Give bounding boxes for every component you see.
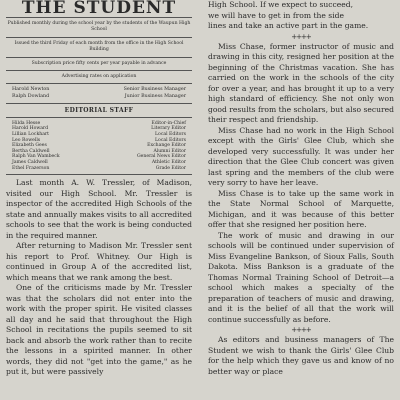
- staff-role: Grade Editor: [155, 165, 186, 171]
- article-paragraph: As editors and business managers of The Student we wish to thank the Girls' Glee Club for the help which they gave us and know of no better way or place: [208, 335, 394, 376]
- left-column: [6, 0, 192, 378]
- business-name: Harold Newton: [12, 87, 50, 93]
- staff-name: Ethel Frazerson: [12, 165, 50, 171]
- article-paragraph: Miss Chase had no work in the High School except with the Girls' Glee Club, which she developed very successfully. It was under her direction that the Glee Club concert was given last spring and the members of the club were very sorry to have her leave.: [208, 125, 394, 187]
- continued-text: High School. If we expect to succeed,: [208, 0, 354, 9]
- staff-name: Lillian Lockhart: [12, 132, 49, 138]
- business-name: Ralph Dowland: [12, 93, 50, 99]
- staff-role: Exchange Editor: [147, 143, 186, 149]
- divider: [6, 174, 192, 175]
- business-role: Senior Business Manager: [123, 87, 186, 93]
- business-row: [6, 94, 192, 100]
- divider: [6, 103, 192, 104]
- staff-role: General News Editor: [137, 154, 186, 160]
- staff-name: Leo Rowells: [12, 137, 41, 143]
- staff-name: Bertha Caldwell: [12, 148, 50, 154]
- right-column: [208, 0, 394, 377]
- divider: [6, 83, 192, 84]
- publication-note: Published monthly during the school year by the students of the Waupun High School: [7, 21, 191, 33]
- divider: [6, 57, 192, 58]
- staff-role: Athletic Editor: [151, 160, 186, 165]
- article-paragraph: One of the criticisms made by Mr. Tressler was that the scholars did not enter into the work with the proper spirit. He visited classes all day and he said that throughout the High School in recitations the pupils seemed to sit back and absorb the work rather than to recite the lessons in a spirited manner. In other words, they did not "get into the game," as he put it, but were passively: [6, 283, 192, 377]
- staff-role: Alumni Editor: [153, 148, 186, 154]
- divider: [6, 117, 192, 118]
- divider: [6, 17, 192, 18]
- staff-name: Elizabeth Gees: [12, 143, 47, 149]
- divider: [6, 70, 192, 71]
- article-paragraph: Last month A. W. Tressler, of Madison, visited our High School. Mr. Tressler is inspector of the accredited High Schools of the state and annually makes visits to all accredited schools to see that the work is being conducted in the required manner.: [6, 178, 192, 240]
- section-separator: ++++: [291, 326, 311, 334]
- continued-text: we will have to get in from the side: [208, 10, 344, 20]
- staff-role: Local Editors: [155, 137, 186, 143]
- staff-role: Editor-in-Chief: [151, 120, 186, 126]
- divider: [6, 37, 192, 38]
- continued-text: lines and take an active part in the game.: [208, 21, 369, 30]
- editorial-heading: EDITORIAL STAFF: [64, 106, 134, 114]
- staff-role: Literary Editor: [151, 126, 186, 132]
- section-separator: ++++: [291, 32, 311, 41]
- issue-note: Issued the third Friday of each month from the office in the High School Building: [14, 40, 184, 53]
- article-paragraph: Miss Chase is to take up the same work in the State Normal School of Marquette, Michigan, and it was because of this better offer that she resigned her position here.: [208, 188, 394, 229]
- staff-name: Ralph Van Wambeck: [12, 154, 60, 160]
- article-paragraph: The work of music and drawing in our schools will be continued under supervision of Miss Evangeline Bankson, of Sioux Falls, South Dakota. Miss Bankson is a graduate of the Thomas Normal Training School of Detroit—a school which makes a specialty of the preparation of teachers of music and drawing, and it is the belief of all that the work will continue successfully as before.: [208, 230, 394, 324]
- staff-row: [6, 166, 192, 172]
- masthead-title: THE STUDENT: [21, 0, 177, 14]
- subscription-note: Subscription price fifty cents per year payable in advance: [31, 60, 167, 66]
- article-paragraph: After returning to Madison Mr. Tressler sent his report to Prof. Whitney. Our High is continued in Group A of the accredited list, which means that we rank among the best.: [6, 241, 192, 282]
- staff-name: James Caldwell: [12, 160, 48, 165]
- advertising-note: Advertising rates on application: [61, 74, 137, 80]
- staff-name: Hilda Hesse: [12, 120, 41, 126]
- article-paragraph: Miss Chase, former instructor of music and drawing in this city, resigned her position at the beginning of the Christmas vacation. She has carried on the work in the schools of the city for over a year, and has brought it up to a very high standard of efficiency. She not only won good results from the scholars, but also secured their respect and friendship.: [208, 41, 394, 124]
- staff-role: Local Editors: [155, 132, 186, 138]
- staff-name: Harold Howard: [12, 126, 49, 132]
- business-role: Junior Business Manager: [124, 93, 186, 99]
